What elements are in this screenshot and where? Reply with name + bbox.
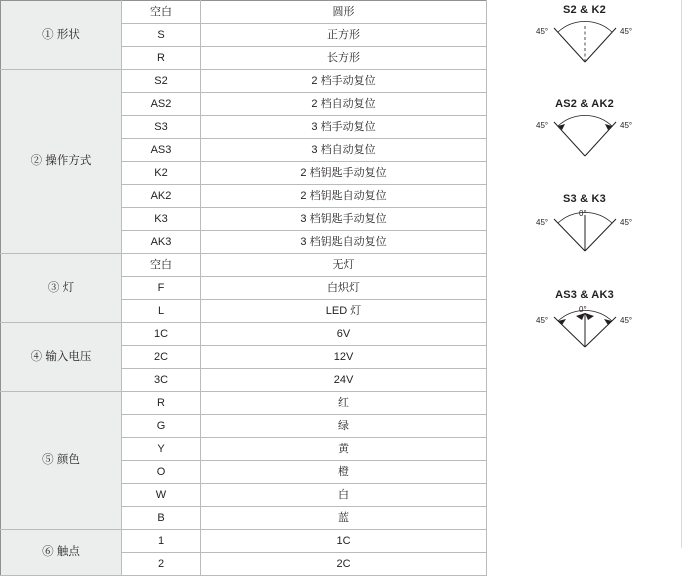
desc-cell: 无灯 — [201, 254, 487, 277]
diagram-title: AS2 & AK2 — [555, 98, 614, 110]
desc-cell: 圆形 — [201, 1, 487, 24]
diagram-center-label: 0° — [578, 209, 587, 218]
code-cell: Y — [122, 438, 201, 461]
code-cell: 空白 — [122, 1, 201, 24]
code-cell: R — [122, 392, 201, 415]
switch-angle-diagram-icon — [510, 18, 660, 66]
code-cell: O — [122, 461, 201, 484]
diagram-right-label: 45° — [619, 316, 632, 325]
switch-angle-diagram-icon — [510, 112, 660, 160]
code-cell: 3C — [122, 369, 201, 392]
code-cell: W — [122, 484, 201, 507]
desc-cell: 黄 — [201, 438, 487, 461]
diagram-title: S2 & K2 — [563, 4, 606, 16]
desc-cell: 3 档自动复位 — [201, 139, 487, 162]
desc-cell: 2 档手动复位 — [201, 70, 487, 93]
diagram-left-label: 45° — [535, 27, 548, 36]
code-cell: S3 — [122, 116, 201, 139]
diagram-column — [487, 0, 682, 548]
diagram-left-label: 45° — [535, 316, 548, 325]
table-body — [1, 1, 487, 576]
desc-cell: 2 档钥匙手动复位 — [201, 162, 487, 185]
table-row — [1, 392, 487, 415]
diagram-left-label: 45° — [535, 121, 548, 130]
desc-cell: 24V — [201, 369, 487, 392]
category-cell-lamp: ③ 灯 — [1, 254, 122, 323]
desc-cell: 3 档钥匙自动复位 — [201, 231, 487, 254]
diagram-right-label: 45° — [619, 27, 632, 36]
diagram-s2-k2 — [487, 4, 682, 66]
table-row — [1, 1, 487, 24]
diagram-center-label: 0° — [578, 305, 587, 314]
diagram-right-label: 45° — [619, 121, 632, 130]
desc-cell: 12V — [201, 346, 487, 369]
code-cell: 1 — [122, 530, 201, 553]
desc-cell: 橙 — [201, 461, 487, 484]
code-cell: S2 — [122, 70, 201, 93]
code-cell: G — [122, 415, 201, 438]
table-row — [1, 323, 487, 346]
code-cell: AK2 — [122, 185, 201, 208]
desc-cell: 绿 — [201, 415, 487, 438]
code-cell: AS3 — [122, 139, 201, 162]
desc-cell: 2 档自动复位 — [201, 93, 487, 116]
category-cell-voltage: ④ 输入电压 — [1, 323, 122, 392]
category-cell-color: ⑤ 颜色 — [1, 392, 122, 530]
diagram-s3-k3 — [487, 193, 682, 255]
table-row — [1, 254, 487, 277]
desc-cell: 正方形 — [201, 24, 487, 47]
diagram-left-label: 45° — [535, 218, 548, 227]
code-cell: S — [122, 24, 201, 47]
desc-cell: 6V — [201, 323, 487, 346]
desc-cell: 1C — [201, 530, 487, 553]
code-cell: 1C — [122, 323, 201, 346]
desc-cell: 长方形 — [201, 47, 487, 70]
code-cell: R — [122, 47, 201, 70]
diagram-as2-ak2 — [487, 98, 682, 160]
desc-cell: 白炽灯 — [201, 277, 487, 300]
desc-cell: 白 — [201, 484, 487, 507]
diagram-right-label: 45° — [619, 218, 632, 227]
desc-cell: LED 灯 — [201, 300, 487, 323]
switch-angle-diagram-icon — [510, 303, 660, 351]
code-cell: AS2 — [122, 93, 201, 116]
code-cell: K3 — [122, 208, 201, 231]
category-cell-shape: ① 形状 — [1, 1, 122, 70]
code-cell: 空白 — [122, 254, 201, 277]
code-cell: 2 — [122, 553, 201, 576]
code-cell: 2C — [122, 346, 201, 369]
table-row — [1, 530, 487, 553]
table-row — [1, 70, 487, 93]
category-cell-operation: ② 操作方式 — [1, 70, 122, 254]
code-cell: B — [122, 507, 201, 530]
switch-angle-diagram-icon — [510, 207, 660, 255]
code-cell: F — [122, 277, 201, 300]
category-cell-contact: ⑥ 触点 — [1, 530, 122, 576]
code-cell: L — [122, 300, 201, 323]
desc-cell: 红 — [201, 392, 487, 415]
desc-cell: 3 档钥匙手动复位 — [201, 208, 487, 231]
diagram-as3-ak3 — [487, 289, 682, 351]
desc-cell: 2 档钥匙自动复位 — [201, 185, 487, 208]
desc-cell: 蓝 — [201, 507, 487, 530]
diagram-title: AS3 & AK3 — [555, 289, 614, 301]
code-cell: K2 — [122, 162, 201, 185]
desc-cell: 2C — [201, 553, 487, 576]
code-cell: AK3 — [122, 231, 201, 254]
desc-cell: 3 档手动复位 — [201, 116, 487, 139]
diagram-title: S3 & K3 — [563, 193, 606, 205]
